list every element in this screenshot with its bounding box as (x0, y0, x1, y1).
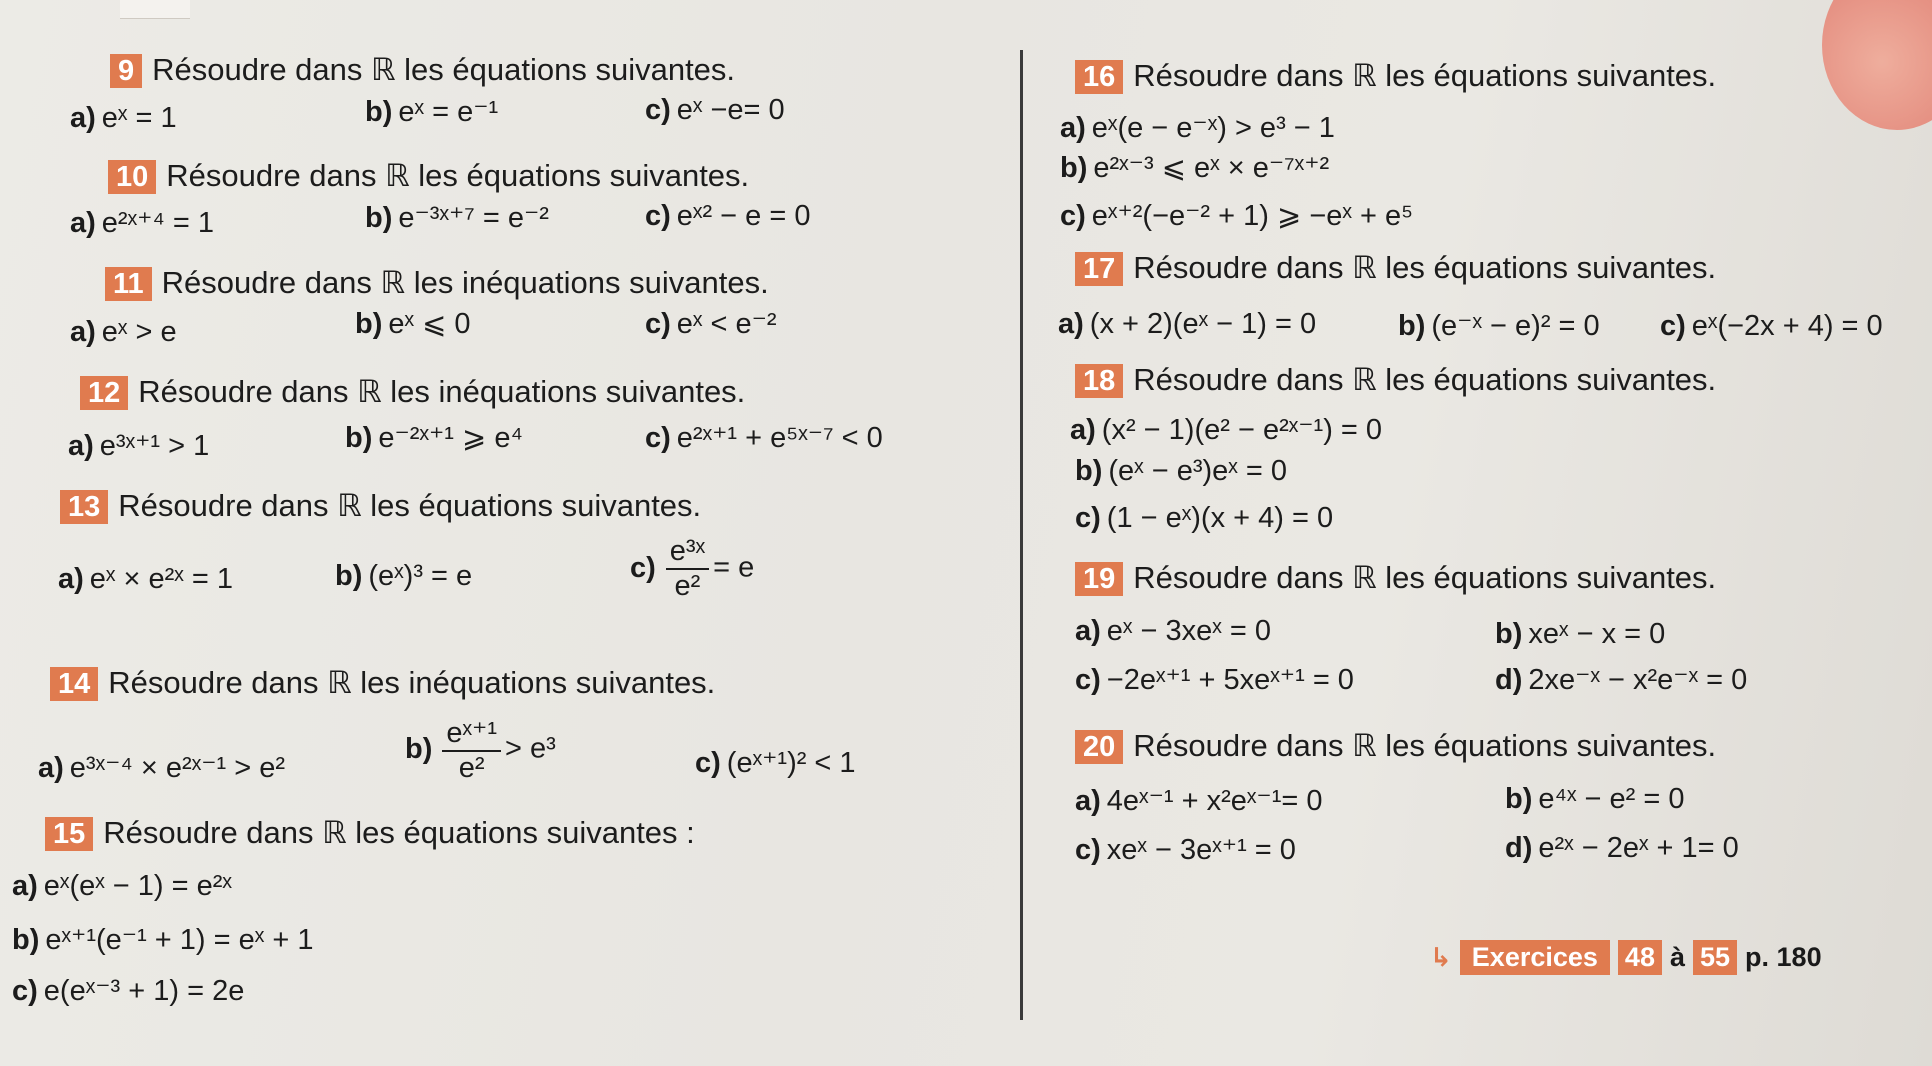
exercise-12-item-b: b) e⁻²ˣ⁺¹ ⩾ e⁴ (345, 422, 523, 454)
exercise-number-badge: 12 (80, 376, 128, 410)
page-corner-tear (120, 0, 190, 19)
exercise-17-item-a: a) (x + 2)(eˣ − 1) = 0 (1058, 308, 1317, 340)
exercise-17-title (1075, 250, 1716, 286)
exercise-instruction: Résoudre dans ℝ les équations suivantes. (1133, 362, 1717, 397)
exercise-number-badge: 16 (1075, 60, 1123, 94)
exercise-17-item-b: b) (e⁻ˣ − e)² = 0 (1398, 310, 1600, 342)
exercise-9-item-b: b) eˣ = e⁻¹ (365, 96, 499, 128)
exercise-18-title (1075, 362, 1716, 398)
exercise-10-title (108, 158, 749, 194)
exercise-20-item-c: c) xeˣ − 3eˣ⁺¹ = 0 (1075, 834, 1296, 866)
exercise-19-item-b: b) xeˣ − x = 0 (1495, 618, 1666, 650)
exercise-instruction: Résoudre dans ℝ les équations suivantes : (103, 815, 695, 850)
exercise-reference (1430, 940, 1822, 975)
exercise-number-badge: 20 (1075, 730, 1123, 764)
fraction: $\frac{\text{eˣ⁺¹}}{\text{e²}}$ (442, 715, 501, 785)
exercise-11-item-a: a) eˣ > e (70, 316, 177, 348)
exercise-15-item-a: a) eˣ(eˣ − 1) = e²ˣ (12, 870, 232, 902)
exercise-number-badge: 9 (110, 54, 142, 88)
exercise-to-badge: 55 (1693, 940, 1737, 975)
exercises-badge: Exercices (1460, 940, 1610, 975)
exercise-16-item-c: c) eˣ⁺²(−e⁻² + 1) ⩾ −eˣ + e⁵ (1060, 200, 1414, 232)
exercise-instruction: Résoudre dans ℝ les inéquations suivantes. (108, 665, 716, 700)
exercise-14-item-c: c) (eˣ⁺¹)² < 1 (695, 747, 856, 779)
exercise-14-item-a: a) e³ˣ⁻⁴ × e²ˣ⁻¹ > e² (38, 752, 286, 784)
finger-corner (1822, 0, 1932, 130)
fraction: $\frac{\text{e³ˣ}}{\text{e²}}$ (666, 535, 709, 603)
exercise-15-item-c: c) e(eˣ⁻³ + 1) = 2e (12, 975, 245, 1007)
exercise-20-item-a: a) 4eˣ⁻¹ + x²eˣ⁻¹= 0 (1075, 785, 1323, 817)
exercise-instruction: Résoudre dans ℝ les inéquations suivantes. (138, 374, 746, 409)
exercise-13-item-b: b) (eˣ)³ = e (335, 560, 473, 592)
exercise-18-item-c: c) (1 − eˣ)(x + 4) = 0 (1075, 502, 1334, 534)
exercise-number-badge: 17 (1075, 252, 1123, 286)
exercise-number-badge: 19 (1075, 562, 1123, 596)
exercise-instruction: Résoudre dans ℝ les équations suivantes. (1133, 728, 1717, 763)
exercise-12-title (80, 374, 745, 410)
range-word: à (1669, 942, 1685, 972)
exercise-18-item-a: a) (x² − 1)(e² − e²ˣ⁻¹) = 0 (1070, 414, 1383, 446)
exercise-instruction: Résoudre dans ℝ les équations suivantes. (1133, 560, 1717, 595)
exercise-19-title (1075, 560, 1716, 596)
exercise-12-item-a: a) e³ˣ⁺¹ > 1 (68, 430, 210, 462)
exercise-number-badge: 14 (50, 667, 98, 701)
exercise-19-item-a: a) eˣ − 3xeˣ = 0 (1075, 615, 1271, 647)
exercise-instruction: Résoudre dans ℝ les équations suivantes. (1133, 58, 1717, 93)
exercise-15-item-b: b) eˣ⁺¹(e⁻¹ + 1) = eˣ + 1 (12, 924, 314, 956)
exercise-11-item-c: c) eˣ < e⁻² (645, 308, 777, 340)
exercise-number-badge: 11 (105, 267, 152, 301)
arrow-icon: ↳ (1430, 942, 1452, 972)
exercise-20-item-b: b) e⁴ˣ − e² = 0 (1505, 783, 1685, 815)
exercise-instruction: Résoudre dans ℝ les équations suivantes. (1133, 250, 1717, 285)
column-divider (1020, 50, 1023, 1020)
exercise-16-item-b: b) e²ˣ⁻³ ⩽ eˣ × e⁻⁷ˣ⁺² (1060, 152, 1330, 184)
exercise-10-item-c: c) eˣ² − e = 0 (645, 200, 811, 232)
exercise-17-item-c: c) eˣ(−2x + 4) = 0 (1660, 310, 1883, 342)
exercise-13-item-c: c) $\frac{\text{e³ˣ}}{\text{e²}}$ = e (630, 535, 755, 602)
exercise-12-item-c: c) e²ˣ⁺¹ + e⁵ˣ⁻⁷ < 0 (645, 422, 883, 454)
exercise-14-title (50, 665, 715, 701)
exercise-number-badge: 13 (60, 490, 108, 524)
exercise-10-item-a: a) e²ˣ⁺⁴ = 1 (70, 207, 215, 239)
exercise-11-item-b: b) eˣ ⩽ 0 (355, 308, 471, 340)
exercise-instruction: Résoudre dans ℝ les équations suivantes. (152, 52, 736, 87)
exercise-number-badge: 15 (45, 817, 93, 851)
exercise-14-item-b: b) $\frac{\text{eˣ⁺¹}}{\text{e²}}$ > e³ (405, 717, 556, 784)
exercise-9-item-a: a) eˣ = 1 (70, 102, 177, 134)
exercise-20-title (1075, 728, 1716, 764)
exercise-number-badge: 18 (1075, 364, 1123, 398)
exercise-16-item-a: a) eˣ(e − e⁻ˣ) > e³ − 1 (1060, 112, 1335, 144)
exercise-19-item-c: c) −2eˣ⁺¹ + 5xeˣ⁺¹ = 0 (1075, 664, 1354, 696)
exercise-15-title (45, 815, 695, 851)
exercise-18-item-b: b) (eˣ − e³)eˣ = 0 (1075, 455, 1287, 487)
exercise-9-title (110, 52, 735, 88)
exercise-19-item-d: d) 2xe⁻ˣ − x²e⁻ˣ = 0 (1495, 664, 1748, 696)
exercise-9-item-c: c) eˣ −e= 0 (645, 94, 785, 126)
exercise-10-item-b: b) e⁻³ˣ⁺⁷ = e⁻² (365, 202, 549, 234)
page-reference: p. 180 (1745, 942, 1822, 972)
exercise-number-badge: 10 (108, 160, 156, 194)
exercise-13-item-a: a) eˣ × e²ˣ = 1 (58, 563, 233, 595)
exercise-16-title (1075, 58, 1716, 94)
exercise-instruction: Résoudre dans ℝ les équations suivantes. (118, 488, 702, 523)
exercise-11-title (105, 265, 769, 301)
exercise-20-item-d: d) e²ˣ − 2eˣ + 1= 0 (1505, 832, 1739, 864)
exercise-from-badge: 48 (1618, 940, 1662, 975)
exercise-13-title (60, 488, 701, 524)
exercise-instruction: Résoudre dans ℝ les équations suivantes. (166, 158, 750, 193)
exercise-instruction: Résoudre dans ℝ les inéquations suivantes. (161, 265, 769, 300)
